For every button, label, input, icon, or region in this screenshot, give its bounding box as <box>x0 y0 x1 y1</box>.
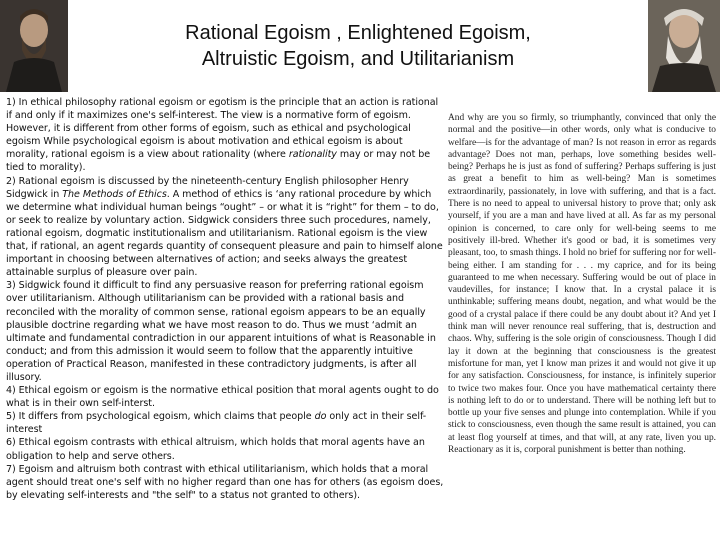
paragraph-2-text: 2) Rational egoism is discussed by the nineteenth-century English philosopher Henry Sidgwick in <box>6 175 409 200</box>
paragraph-1-emphasis: rationality <box>288 149 337 161</box>
body-text-column <box>6 96 444 502</box>
scanned-book-excerpt <box>444 112 720 456</box>
paragraph-1-text: 1) In ethical philosophy rational egoism or egotism is the principle that an action is rational if and only if it maximizes one's self-interest. The view is a normative form of egoism. However, it is different from other forms of egoism, such as ethical and psychological egoism While psychological egoism is about motivation and ethical egoism is about morality, rational egoism is a view about rationality (where <box>6 97 439 161</box>
paragraph-7: 7) Egoism and altruism both contrast with ethical utilitarianism, which holds that a moral agent should treat one's self with no higher regard than one has for others (as egoism does, by elevating self-interests and "the self" to a status not granted to others). <box>6 463 444 501</box>
paragraph-5-text-end: only act in their self-interest <box>6 411 427 436</box>
title-line-1: Rational Egoism , Enlightened Egoism, <box>185 22 531 44</box>
paragraph-2-book-title: The Methods of Ethics <box>62 188 167 200</box>
paragraph-4: 4) Ethical egoism or egoism is the normative ethical position that moral agents ought to do what is in their own self-interst. <box>6 385 439 410</box>
paragraph-1-text-end: may or may not be tied to morality). <box>6 149 431 174</box>
paragraph-2-text-end: . A method of ethics is ‘any rational procedure by which we determine what individual human beings “ought” – or what it is “right” for them – to do, or seek to realize by voluntary action. Sidgwick considers three such procedures, namely, rational egoism, dogmatic institutionalism and utilitarianism. Rational egoism is the view that, if rational, an agent regards quantity of consequent pleasure and pain to himself alone important in choosing between alternatives of action; and seeks always the greatest attainable surplus of pleasure over pain. <box>6 188 443 279</box>
right-portrait-image <box>648 0 720 92</box>
paragraph-5-emphasis: do <box>314 411 327 423</box>
slide-title <box>68 0 648 92</box>
portrait-photo-icon <box>648 0 720 92</box>
paragraph-5-text: 5) It differs from psychological egoism, which claims that people <box>6 411 315 423</box>
paragraph-3: 3) Sidgwick found it difficult to find any persuasive reason for preferring rational egoism over utilitarianism. Although utilitarianism can be provided with a rational basis and reconciled with the morality of common sense, rational egoism appears to be an equally plausible doctrine regarding what we have most reason to do. Thus we must ‘admit an ultimate and fundamental contradiction in our apparent intuitions of what is Reasonable in conduct; and from this admission it would seem to follow that the apparently intuitive operation of Practical Reason, manifested in these contradictory judgments, is after all illusory. <box>6 280 436 383</box>
paragraph-2 <box>6 175 444 280</box>
scanned-excerpt-text: And why are you so firmly, so triumphantly, convinced that only the normal and the positive—in other words, only what is conducive to welfare—is for the advantage of man? Is not reason in error as regards advantage? Does not man, perhaps, love something besides well-being? Perhaps he is just as fond of suffering? Perhaps suffering is just as great a benefit to him as well-being? Man is sometimes extraordinarily, passionately, in love with suffering, and that is a fact. There is no need to appeal to universal history to prove that; only ask yourself, if you are a man and have lived at all. As far as my personal opinion is concerned, to care only for well-being seems to me positively ill-bred. Whether it's good or bad, it is sometimes very pleasant, too, to smash things. I hold no brief for suffering nor for well-being either. I am standing for . . . my caprice, and for its being guaranteed to me when necessary. Suffering would be out of place in vaudevilles, for instance; I know that. In a crystal palace it is unthinkable; suffering means doubt, negation, and what would be the good of a crystal palace if there could be any doubt about it? And yet I think man will never renounce real suffering, that is, destruction and chaos. Why, suffering is the sole origin of consciousness. Though I did lay it down at the beginning that consciousness is the greatest misfortune for man, yet I know man prizes it and would not give it up for any satisfaction. Consciousness, for instance, is infinitely superior to twice two makes four. Once you have mathematical certainty there is nothing left to do or to understand. There will be nothing left but to bottle up your five senses and plunge into contemplation. While if you stick to consciousness, even though the same result is attained, you can at least flog yourself at times, and that will, at any rate, liven you up. Reactionary as it is, corporal punishment is better than nothing. <box>448 113 717 456</box>
title-line-2: Altruistic Egoism, and Utilitarianism <box>201 48 515 70</box>
paragraph-1 <box>6 96 444 175</box>
portrait-photo-icon <box>0 0 68 92</box>
paragraph-5 <box>6 410 444 436</box>
left-portrait-image <box>0 0 68 92</box>
paragraph-6: 6) Ethical egoism contrasts with ethical altruism, which holds that moral agents have an obligation to help and serve others. <box>6 437 425 462</box>
